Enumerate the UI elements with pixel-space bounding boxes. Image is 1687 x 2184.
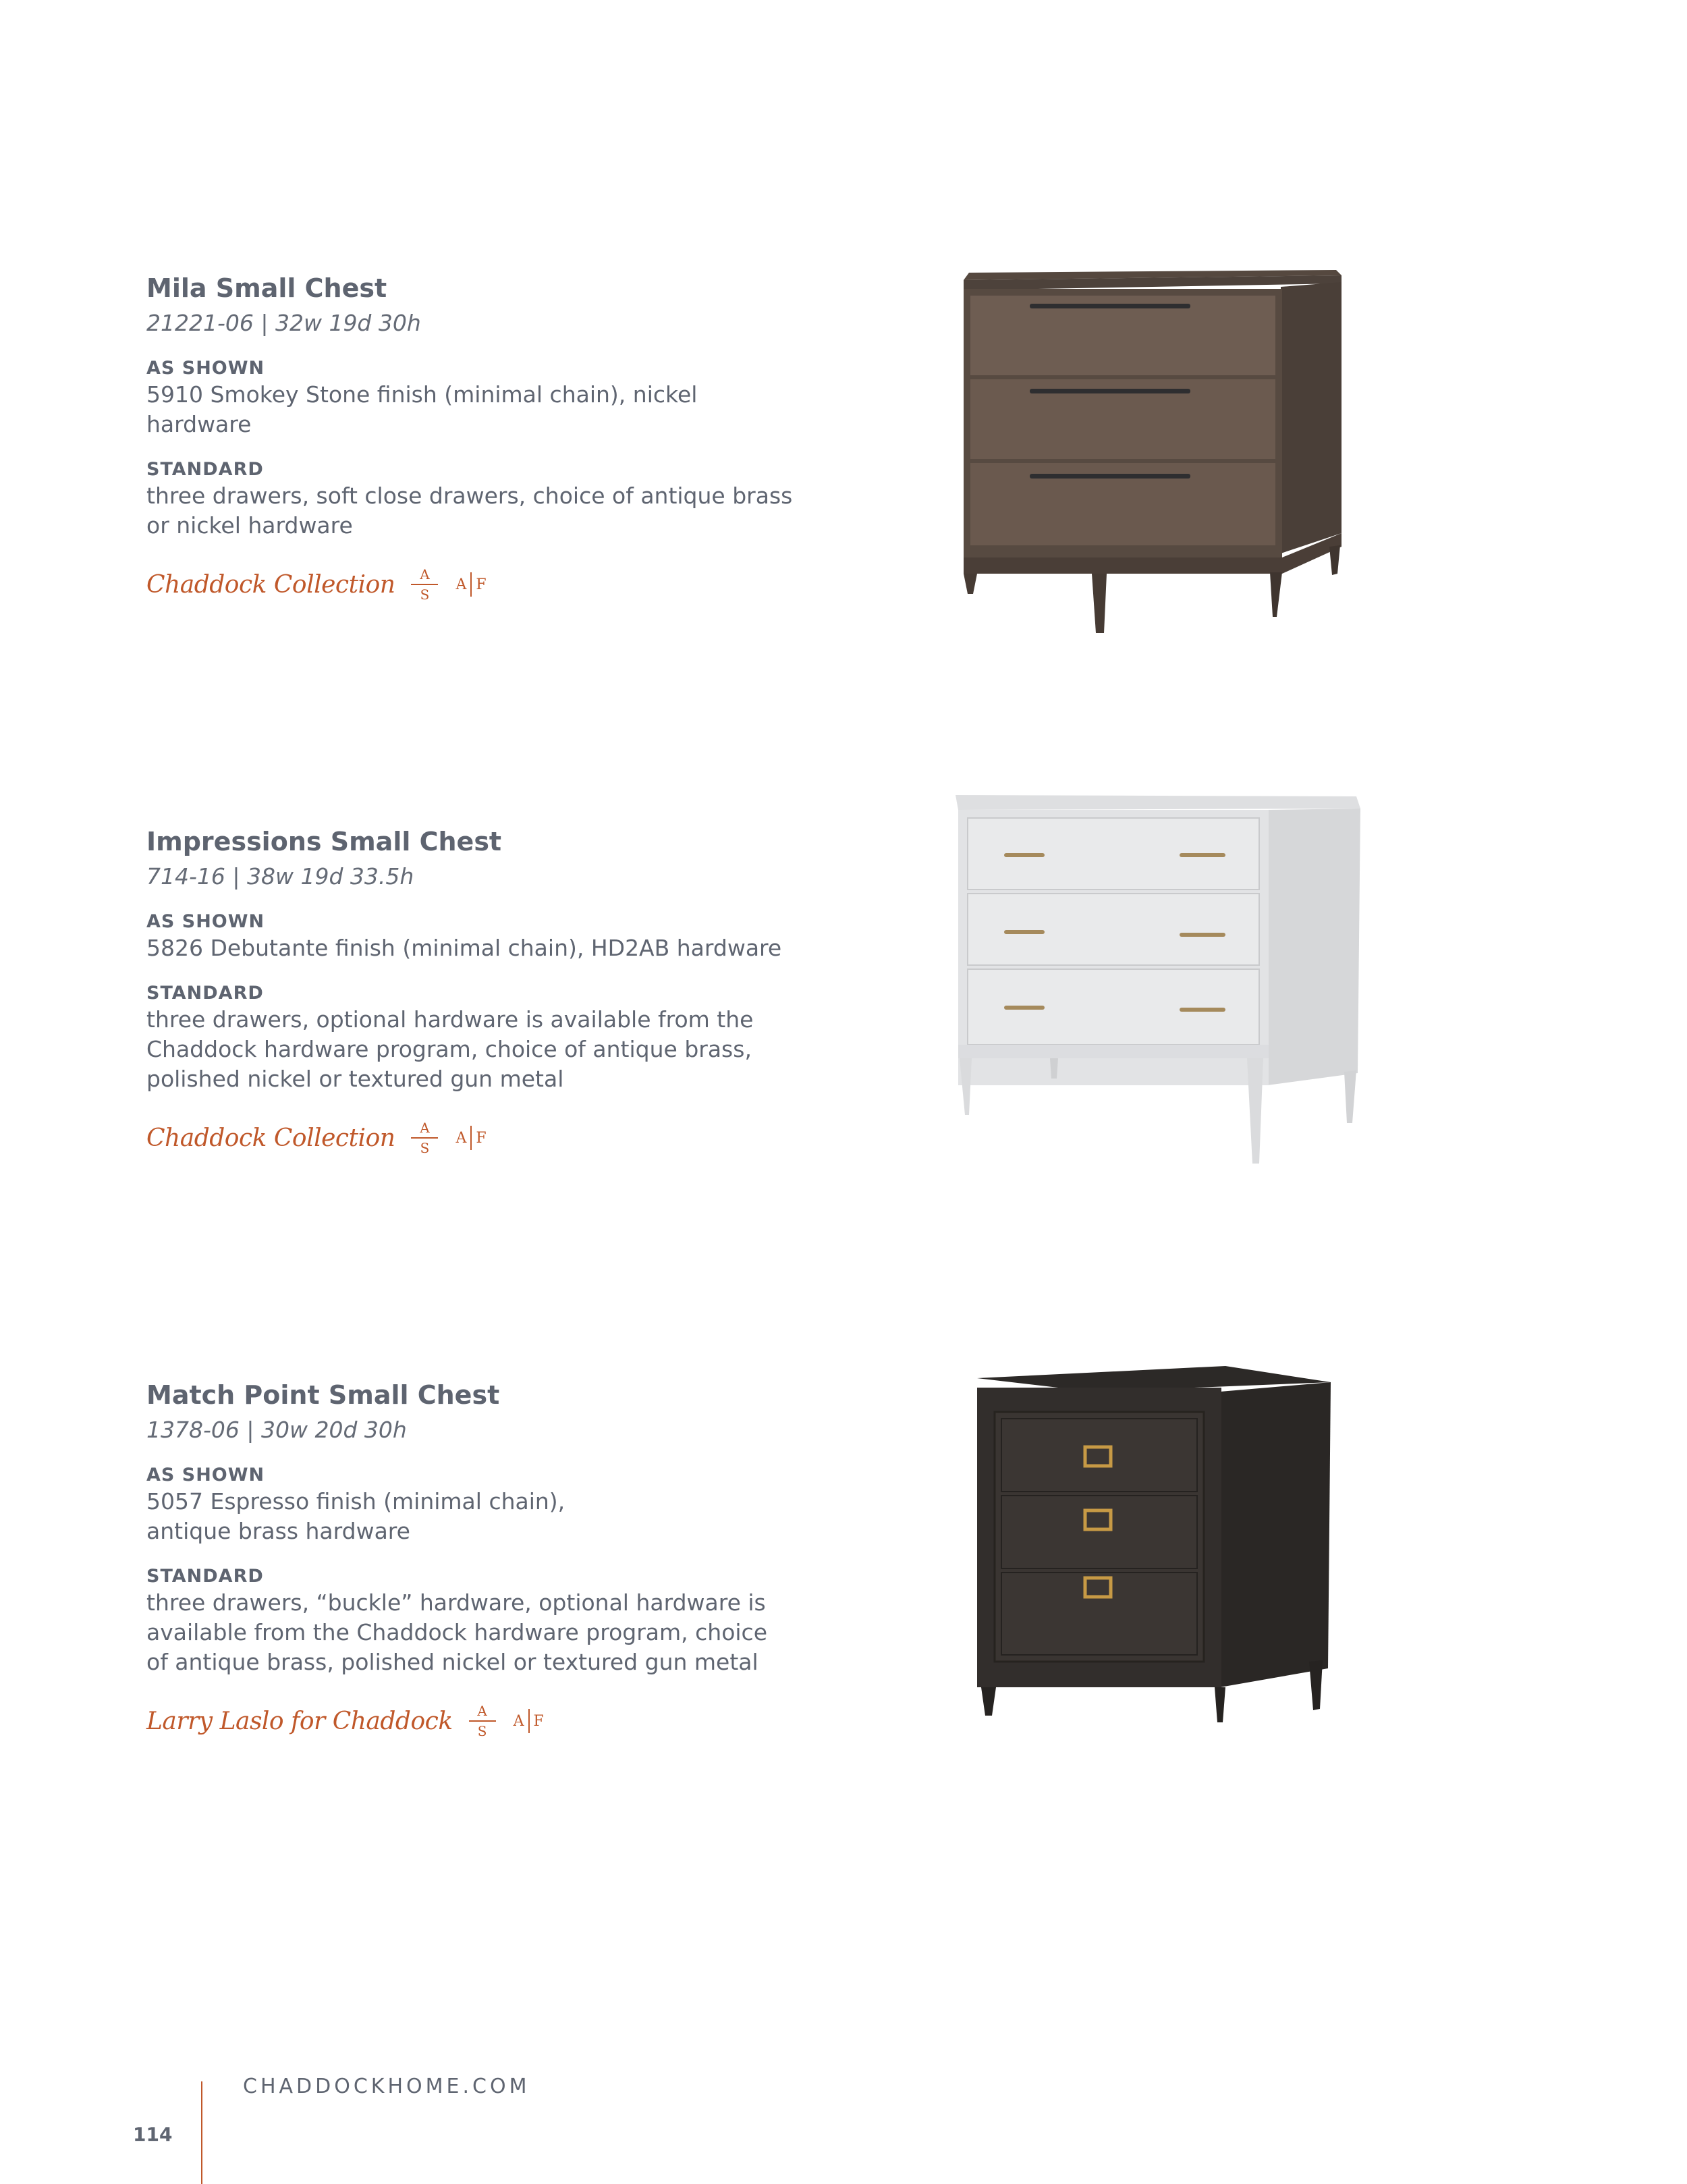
product-spec: 1378-06 | 30w 20d 30h (146, 1417, 407, 1443)
product-title: Match Point Small Chest (146, 1380, 500, 1410)
standard-label: STANDARD (146, 983, 264, 1004)
product-spec: 21221-06 | 32w 19d 30h (146, 310, 421, 336)
as-shown-text: 5910 Smokey Stone finish (minimal chain), nickel hardware (146, 381, 698, 437)
product-impressions-small-chest (146, 825, 855, 1162)
collection-name[interactable]: Chaddock Collection (146, 570, 395, 599)
standard-text: three drawers, soft close drawers, choice of antique brass or nickel hardware (146, 483, 793, 539)
footer-divider (201, 2081, 202, 2184)
standard-text: three drawers, “buckle” hardware, optional hardware is available from the Chaddock hardware program, choice of antique brass, polished nickel or textured gun metal (146, 1589, 768, 1675)
af-logo-icon: $\frac{A}{S}$ A F (411, 567, 486, 602)
impressions-chest-image (950, 788, 1368, 1173)
collection-line (146, 1697, 855, 1745)
as-shown-text: 5826 Debutante finish (minimal chain), HD2AB hardware (146, 935, 782, 961)
website-link[interactable]: CHADDOCKHOME.COM (243, 2075, 530, 2098)
standard-label: STANDARD (146, 459, 264, 480)
as-shown-label: AS SHOWN (146, 1465, 265, 1485)
product-spec: 714-16 | 38w 19d 33.5h (146, 863, 414, 890)
mila-chest-image (950, 263, 1355, 648)
product-match-point-small-chest (146, 1379, 855, 1745)
collection-line (146, 1114, 855, 1162)
collection-line (146, 561, 855, 608)
af-logo-icon: $\frac{A}{S}$ A F (411, 1120, 486, 1155)
collection-name[interactable]: Larry Laslo for Chaddock (146, 1707, 453, 1735)
standard-label: STANDARD (146, 1566, 264, 1587)
af-logo-icon: $\frac{A}{S}$ A F (469, 1703, 544, 1739)
product-title: Impressions Small Chest (146, 827, 502, 856)
match-point-chest-image (972, 1358, 1336, 1736)
as-shown-label: AS SHOWN (146, 911, 265, 932)
standard-text: three drawers, optional hardware is available from the Chaddock hardware program, choice of antique brass, polished nickel or textured gun metal (146, 1006, 754, 1092)
product-mila-small-chest (146, 272, 855, 608)
page-number: 114 (133, 2123, 173, 2146)
as-shown-text: 5057 Espresso finish (minimal chain), antique brass hardware (146, 1488, 565, 1544)
as-shown-label: AS SHOWN (146, 358, 265, 379)
product-title: Mila Small Chest (146, 273, 387, 303)
collection-name[interactable]: Chaddock Collection (146, 1124, 395, 1152)
